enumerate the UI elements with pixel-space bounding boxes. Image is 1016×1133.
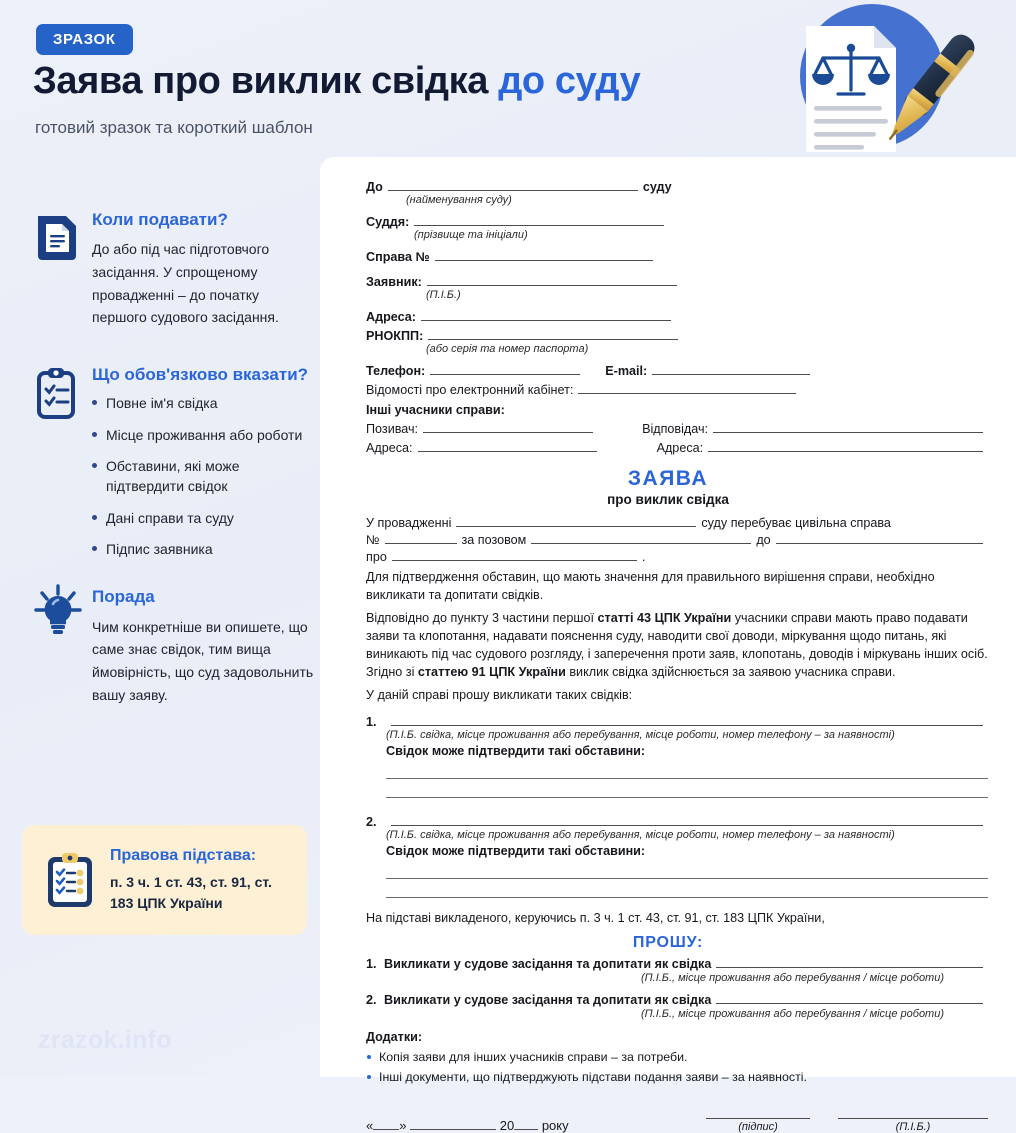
month-input-line[interactable]: [410, 1129, 496, 1130]
witness-name-input-line[interactable]: [391, 814, 983, 826]
application-subtitle: про виклик свідка: [607, 492, 729, 508]
para2-part3: виклик свідка здійснюється за заявою учасника справи.: [565, 664, 896, 679]
witness-circumstances-line[interactable]: [386, 866, 988, 879]
witness-circumstances-label: Свідок може підтвердити такі обставини:: [386, 743, 646, 758]
field-plaintiff: [366, 421, 988, 436]
date-quote-open: «: [366, 1118, 374, 1133]
request-heading: ПРОШУ:: [632, 933, 704, 951]
sidebar-block-title: Коли подавати?: [92, 210, 228, 229]
request-text: Викликати у судове засідання та допитати як свідка: [384, 992, 712, 1007]
claim-input-line[interactable]: [531, 532, 751, 544]
field-label: Заявник:: [366, 275, 422, 290]
field-applicant: [366, 274, 988, 289]
page-title: [33, 60, 640, 103]
list-item: Повне ім'я свідка: [92, 393, 316, 413]
year-input-line[interactable]: [514, 1129, 538, 1130]
defendant-input-line[interactable]: [713, 421, 983, 433]
list-item: Підпис заявника: [92, 539, 316, 559]
witness-circumstances-line[interactable]: [386, 885, 988, 898]
sidebar-block-text: Чим конкретніше ви опишете, що саме знає свідок, тим вища ймовірність, що суд задовольнить вашу заяву.: [92, 618, 314, 703]
defendant-address-input-line[interactable]: [708, 440, 983, 452]
date-quote-close: »: [399, 1118, 407, 1133]
signature-caption: (підпис): [738, 1121, 778, 1133]
sample-badge: ЗРАЗОК: [36, 24, 133, 55]
day-input-line[interactable]: [373, 1129, 399, 1130]
list-item: Дані справи та суду: [92, 508, 316, 528]
para2-part1: Відповідно до пункту 3 частини першої: [366, 611, 598, 626]
judge-input-line[interactable]: [414, 214, 664, 226]
signature-column: [706, 1109, 810, 1133]
rnokpp-input-line[interactable]: [428, 328, 678, 340]
sidebar-block-title: Що обов'язково вказати?: [92, 365, 309, 385]
list-item: Обставини, які може підтвердити свідок: [92, 456, 316, 497]
witness-number-row: [366, 714, 988, 729]
page-subtitle: готовий зразок та короткий шаблон: [35, 118, 313, 137]
field-label: Позивач:: [366, 422, 419, 437]
attachments-list: [366, 1048, 988, 1088]
field-hint: (найменування суду): [406, 194, 512, 206]
year-suffix: року: [541, 1118, 569, 1133]
field-label: Адреса:: [656, 441, 704, 456]
field-label: №: [366, 533, 380, 548]
list-item: Інші документи, що підтверджують підстави подання заяви – за наявності.: [366, 1068, 988, 1088]
request-item: [366, 956, 988, 971]
attachments-title: Додатки:: [366, 1029, 423, 1044]
court-input-line[interactable]: [388, 179, 638, 191]
field-label: Телефон:: [366, 364, 426, 379]
field-label: Відомості про електронний кабінет:: [366, 383, 574, 398]
field-suffix: суду: [642, 180, 672, 194]
legal-basis-callout: [22, 825, 307, 935]
applicant-input-line[interactable]: [427, 274, 677, 286]
field-label: за позовом: [461, 533, 527, 548]
page-title-main: Заява про виклик свідка: [33, 60, 489, 102]
field-label: про: [366, 550, 387, 565]
clipboard-checklist-icon: [44, 851, 96, 911]
address-input-line[interactable]: [421, 309, 671, 321]
signature-input-line[interactable]: [706, 1109, 810, 1119]
field-hint: (П.І.Б.): [426, 289, 461, 302]
document-template-panel: [320, 157, 1016, 1133]
request-number: 1.: [366, 956, 377, 971]
witness-entry: [366, 814, 988, 898]
application-title: ЗАЯВА: [627, 467, 709, 491]
field-label: Суддя:: [366, 215, 410, 230]
field-proceeding: [366, 515, 988, 530]
plaintiff-address-input-line[interactable]: [418, 440, 597, 452]
paragraph-basis: На підставі викладеного, керуючись п. 3 ч. 1 ст. 43, ст. 91, ст. 183 ЦПК України,: [366, 910, 825, 925]
field-case-claim: [366, 532, 988, 547]
claim-to-input-line[interactable]: [776, 532, 983, 544]
sidebar-block-text: До або під час підготовчого засідання. У спрощеному провадженні – до початку першого судового засідання.: [92, 241, 279, 326]
field-judge: [366, 214, 988, 229]
field-phone-email: [366, 363, 988, 378]
about-input-line[interactable]: [392, 549, 637, 561]
witness-circumstances-label: Свідок може підтвердити такі обставини:: [386, 843, 646, 858]
field-hint: (або серія та номер паспорта): [426, 343, 589, 356]
field-party-addresses: [366, 440, 988, 455]
field-label: До: [366, 180, 383, 194]
document-icon: [32, 212, 80, 264]
hero-illustration: [768, 2, 998, 160]
witness-circumstances-line[interactable]: [386, 766, 988, 779]
witness-number-row: [366, 814, 988, 829]
site-watermark: zrazok.info: [38, 1026, 172, 1054]
date-field: [366, 1118, 569, 1133]
sidebar: [0, 210, 320, 732]
witness-number: 2.: [366, 814, 377, 829]
paragraph-legal-grounds: [366, 610, 988, 682]
field-label: E-mail:: [605, 364, 648, 379]
witness-entry: [366, 714, 988, 798]
other-parties-label: Інші учасники справи:: [366, 403, 505, 418]
witness-circumstances-line[interactable]: [386, 785, 988, 798]
para2-part2: учасники справи мають право подавати заяви та клопотання, надавати пояснення суду, наводити свої доводи, міркування щодо питань, які виникають під час судового розгляду, і заперечення проти заяв, клопотань, доводів і міркувань інших осіб. Згідно зі: [366, 611, 988, 679]
field-label: Адреса:: [366, 441, 413, 456]
case-no-input-line[interactable]: [385, 532, 457, 544]
application-heading: [348, 467, 988, 507]
request-hint: (П.І.Б., місце проживання або перебування / місце роботи): [641, 1007, 944, 1020]
list-item: Місце проживання або роботи: [92, 425, 316, 445]
field-ecabinet: [366, 382, 988, 397]
field-label: У провадженні: [366, 516, 452, 531]
field-address: [366, 309, 988, 324]
request-input-line[interactable]: [716, 956, 983, 968]
paragraph-request-witnesses: У даній справі прошу викликати таких свідків:: [366, 687, 633, 702]
sidebar-block-what-to-include: [0, 365, 320, 559]
plaintiff-input-line[interactable]: [423, 421, 593, 433]
field-about: про .: [366, 550, 646, 565]
lightbulb-icon: [32, 583, 80, 635]
case-number-input-line[interactable]: [435, 249, 653, 261]
field-suffix: суду перебуває цивільна справа: [701, 516, 891, 531]
field-label: РНОКПП:: [366, 329, 424, 344]
field-court: [366, 179, 988, 194]
year-prefix: 20: [499, 1118, 515, 1133]
field-case-number: [366, 249, 988, 264]
request-item: [366, 992, 988, 1007]
field-label: Справа №: [366, 250, 430, 265]
fullname-input-line[interactable]: [838, 1109, 988, 1119]
para2-bold1: статті 43 ЦПК України: [597, 611, 732, 626]
request-number: 2.: [366, 992, 377, 1007]
witness-hint: (П.І.Б. свідка, місце проживання або перебування, місце роботи, номер телефону – за наявності): [386, 828, 895, 841]
signature-area: [366, 1109, 988, 1133]
field-label: Адреса:: [366, 310, 416, 325]
sidebar-block-title: Порада: [92, 587, 155, 607]
request-text: Викликати у судове засідання та допитати як свідка: [384, 956, 712, 971]
witness-number: 1.: [366, 714, 377, 729]
sidebar-requirements-list: [92, 393, 316, 559]
sidebar-block-when-to-file: [0, 210, 320, 329]
field-hint: (прізвище та ініціали): [414, 229, 528, 242]
sidebar-block-tip: [0, 587, 320, 706]
request-input-line[interactable]: [716, 992, 983, 1004]
phone-input-line[interactable]: [430, 363, 580, 375]
fullname-caption: (П.І.Б.): [895, 1121, 931, 1133]
witness-hint: (П.І.Б. свідка, місце проживання або перебування, місце роботи, номер телефону – за наявності): [386, 728, 895, 741]
legal-basis-title: Правова підстава:: [110, 847, 257, 864]
page-title-accent: до суду: [498, 60, 641, 102]
field-label: до: [756, 533, 771, 548]
proceeding-court-input-line[interactable]: [456, 515, 696, 527]
request-hint: (П.І.Б., місце проживання або перебування / місце роботи): [641, 971, 944, 984]
page-header: [0, 0, 1016, 157]
fullname-column: [838, 1109, 988, 1133]
paragraph-need-witnesses: Для підтвердження обставин, що мають значення для правильного вирішення справи, необхідно викликати та допитати свідків.: [366, 570, 935, 603]
witness-name-input-line[interactable]: [391, 714, 983, 726]
para2-bold2: статтею 91 ЦПК України: [417, 664, 566, 679]
email-input-line[interactable]: [652, 363, 810, 375]
field-label: Відповідач:: [642, 422, 709, 437]
list-item: Копія заяви для інших учасників справи – за потреби.: [366, 1048, 988, 1068]
legal-basis-text: п. 3 ч. 1 ст. 43, ст. 91, ст. 183 ЦПК України: [110, 874, 272, 911]
checklist-clipboard-icon: [32, 367, 80, 419]
field-rnokpp: [366, 328, 988, 343]
ecabinet-input-line[interactable]: [578, 382, 796, 394]
